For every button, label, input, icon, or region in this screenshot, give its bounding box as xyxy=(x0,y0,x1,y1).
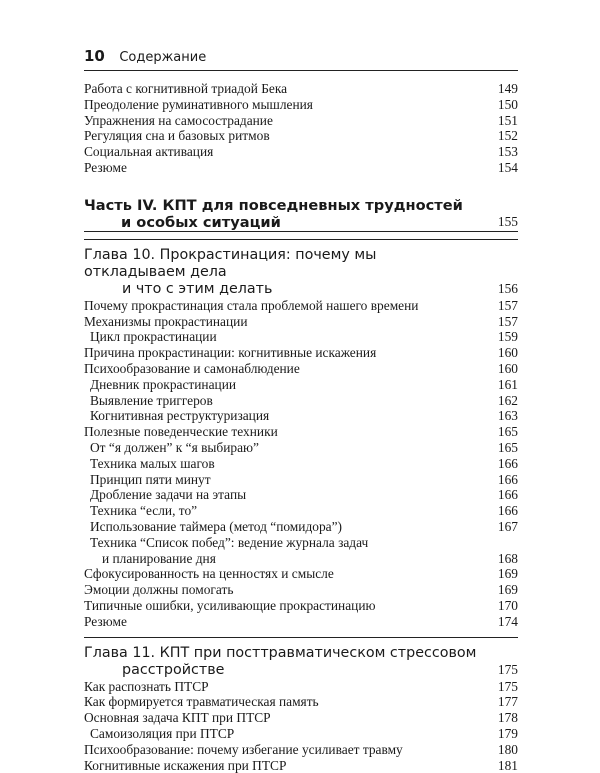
toc-entry xyxy=(84,566,518,582)
toc-entry-label: Как распознать ПТСР xyxy=(84,679,209,695)
toc-entry-page: 159 xyxy=(498,329,518,345)
running-head xyxy=(84,47,206,67)
part-title-line2: и особых ситуаций xyxy=(84,214,518,231)
toc-subentry xyxy=(84,472,518,488)
part-page: 155 xyxy=(498,214,518,230)
toc-entry-page: 149 xyxy=(498,81,518,97)
chapter-heading xyxy=(84,636,518,679)
toc-entry xyxy=(84,160,518,176)
part-title-line1: Часть IV. КПТ для повседневных трудностей xyxy=(84,197,518,214)
toc-entry-page: 178 xyxy=(498,710,518,726)
toc-entry xyxy=(84,582,518,598)
toc-entry-page: 166 xyxy=(498,503,518,519)
toc-entry-label: Принцип пяти минут xyxy=(90,472,211,488)
toc-entry-label: Психообразование и самонаблюдение xyxy=(84,361,300,377)
toc-subentry xyxy=(84,535,518,567)
toc-entry-page: 166 xyxy=(498,487,518,503)
chapter-title-line1: Глава 10. Прокрастинация: почему мы откладываем дела xyxy=(84,247,518,281)
toc-entry-label: Резюме xyxy=(84,614,127,630)
toc-entry-label: Техника “если, то” xyxy=(90,503,197,519)
toc-entry-label: Как формируется травматическая память xyxy=(84,694,319,710)
toc-entry xyxy=(84,128,518,144)
toc-entry-page: 160 xyxy=(498,361,518,377)
toc-entry-label: Когнитивные искажения при ПТСР xyxy=(84,758,286,773)
toc-subentry xyxy=(84,519,518,535)
toc-entry-page: 154 xyxy=(498,160,518,176)
toc-entry xyxy=(84,694,518,710)
toc-entry-label: Упражнения на самосострадание xyxy=(84,113,273,129)
toc-entry-page: 162 xyxy=(498,393,518,409)
chapter-heading xyxy=(84,238,518,298)
chapter-title-line2: расстройстве xyxy=(84,662,518,679)
toc-subentry xyxy=(84,329,518,345)
toc-entry-page: 180 xyxy=(498,742,518,758)
toc-entry-page: 181 xyxy=(498,758,518,773)
toc-entry xyxy=(84,710,518,726)
toc-entry xyxy=(84,298,518,314)
toc-subentry xyxy=(84,377,518,393)
toc-entry-label: Регуляция сна и базовых ритмов xyxy=(84,128,270,144)
toc-entry-label: Преодоление руминативного мышления xyxy=(84,97,313,113)
toc-entry-label: Механизмы прокрастинации xyxy=(84,314,247,330)
toc-entry-page: 166 xyxy=(498,456,518,472)
chapter-page: 175 xyxy=(498,662,518,678)
toc-subentry xyxy=(84,503,518,519)
toc-entry xyxy=(84,758,518,773)
toc-entry-label: Техника “Список побед”: ведение журнала задач xyxy=(90,535,368,551)
toc-entry xyxy=(84,361,518,377)
toc-entry-page: 174 xyxy=(498,614,518,630)
toc-entry xyxy=(84,598,518,614)
toc-entry-page: 168 xyxy=(498,551,518,567)
toc-entry-label: Дробление задачи на этапы xyxy=(90,487,246,503)
toc-entry-page: 165 xyxy=(498,424,518,440)
header-rule xyxy=(84,70,518,71)
toc-entry-page: 151 xyxy=(498,113,518,129)
toc-entry-page: 157 xyxy=(498,298,518,314)
toc-entry-page: 152 xyxy=(498,128,518,144)
toc-entry-label: Цикл прокрастинации xyxy=(90,329,217,345)
toc-subentry xyxy=(84,440,518,456)
toc-entry-label: Работа с когнитивной триадой Бека xyxy=(84,81,287,97)
toc-entry-page: 160 xyxy=(498,345,518,361)
toc-entry-label: Основная задача КПТ при ПТСР xyxy=(84,710,271,726)
toc-entry xyxy=(84,113,518,129)
toc-entry-label: Самоизоляция при ПТСР xyxy=(90,726,234,742)
toc-entry-label: Почему прокрастинация стала проблемой нашего времени xyxy=(84,298,418,314)
toc-subentry xyxy=(84,408,518,424)
toc-subentry xyxy=(84,456,518,472)
toc-entry-label: Причина прокрастинации: когнитивные искажения xyxy=(84,345,376,361)
toc-entry xyxy=(84,144,518,160)
toc-entry-page: 165 xyxy=(498,440,518,456)
toc-entry-label: Резюме xyxy=(84,160,127,176)
toc-entry-page: 170 xyxy=(498,598,518,614)
running-head-title: Содержание xyxy=(119,50,206,65)
chapter-page: 156 xyxy=(498,281,518,297)
toc-entry xyxy=(84,81,518,97)
toc-entry-page: 175 xyxy=(498,679,518,695)
toc-entry xyxy=(84,424,518,440)
toc-entry-page: 179 xyxy=(498,726,518,742)
toc-entry-page: 166 xyxy=(498,472,518,488)
chapter-rule xyxy=(84,238,518,240)
chapter-title-line2: и что с этим делать xyxy=(84,281,518,298)
toc-entry-label: Выявление триггеров xyxy=(90,393,213,409)
toc-entry-label: От “я должен” к “я выбираю” xyxy=(90,440,259,456)
toc-subentry xyxy=(84,487,518,503)
page-number: 10 xyxy=(84,47,105,65)
toc-entry xyxy=(84,345,518,361)
toc-entry xyxy=(84,97,518,113)
toc-entry-page: 177 xyxy=(498,694,518,710)
toc-subentry xyxy=(84,393,518,409)
toc-entry-page: 161 xyxy=(498,377,518,393)
toc-entry-label: Социальная активация xyxy=(84,144,213,160)
toc-entry-label: Использование таймера (метод “помидора”) xyxy=(90,519,342,535)
table-of-contents xyxy=(84,81,518,773)
toc-entry-label: Эмоции должны помогать xyxy=(84,582,233,598)
toc-entry-page: 163 xyxy=(498,408,518,424)
toc-entry-page: 150 xyxy=(498,97,518,113)
toc-entry-label: Полезные поведенческие техники xyxy=(84,424,278,440)
toc-entry-label: Типичные ошибки, усиливающие прокрастинацию xyxy=(84,598,376,614)
toc-entry-label: Психообразование: почему избегание усиливает травму xyxy=(84,742,403,758)
toc-entry-label-continued: и планирование дня xyxy=(102,551,216,567)
toc-entry-label: Когнитивная реструктуризация xyxy=(90,408,269,424)
toc-entry-label: Сфокусированность на ценностях и смысле xyxy=(84,566,334,582)
part-heading xyxy=(84,197,518,232)
toc-entry-page: 169 xyxy=(498,566,518,582)
toc-entry-page: 167 xyxy=(498,519,518,535)
toc-entry xyxy=(84,314,518,330)
toc-subentry xyxy=(84,726,518,742)
toc-entry xyxy=(84,614,518,630)
toc-entry-page: 169 xyxy=(498,582,518,598)
toc-entry-page: 157 xyxy=(498,314,518,330)
toc-entry xyxy=(84,679,518,695)
toc-entry-label: Техника малых шагов xyxy=(90,456,215,472)
toc-entry-label: Дневник прокрастинации xyxy=(90,377,236,393)
toc-entry-page: 153 xyxy=(498,144,518,160)
chapter-title-line1: Глава 11. КПТ при посттравматическом стрессовом xyxy=(84,645,518,662)
chapter-rule xyxy=(84,636,518,638)
